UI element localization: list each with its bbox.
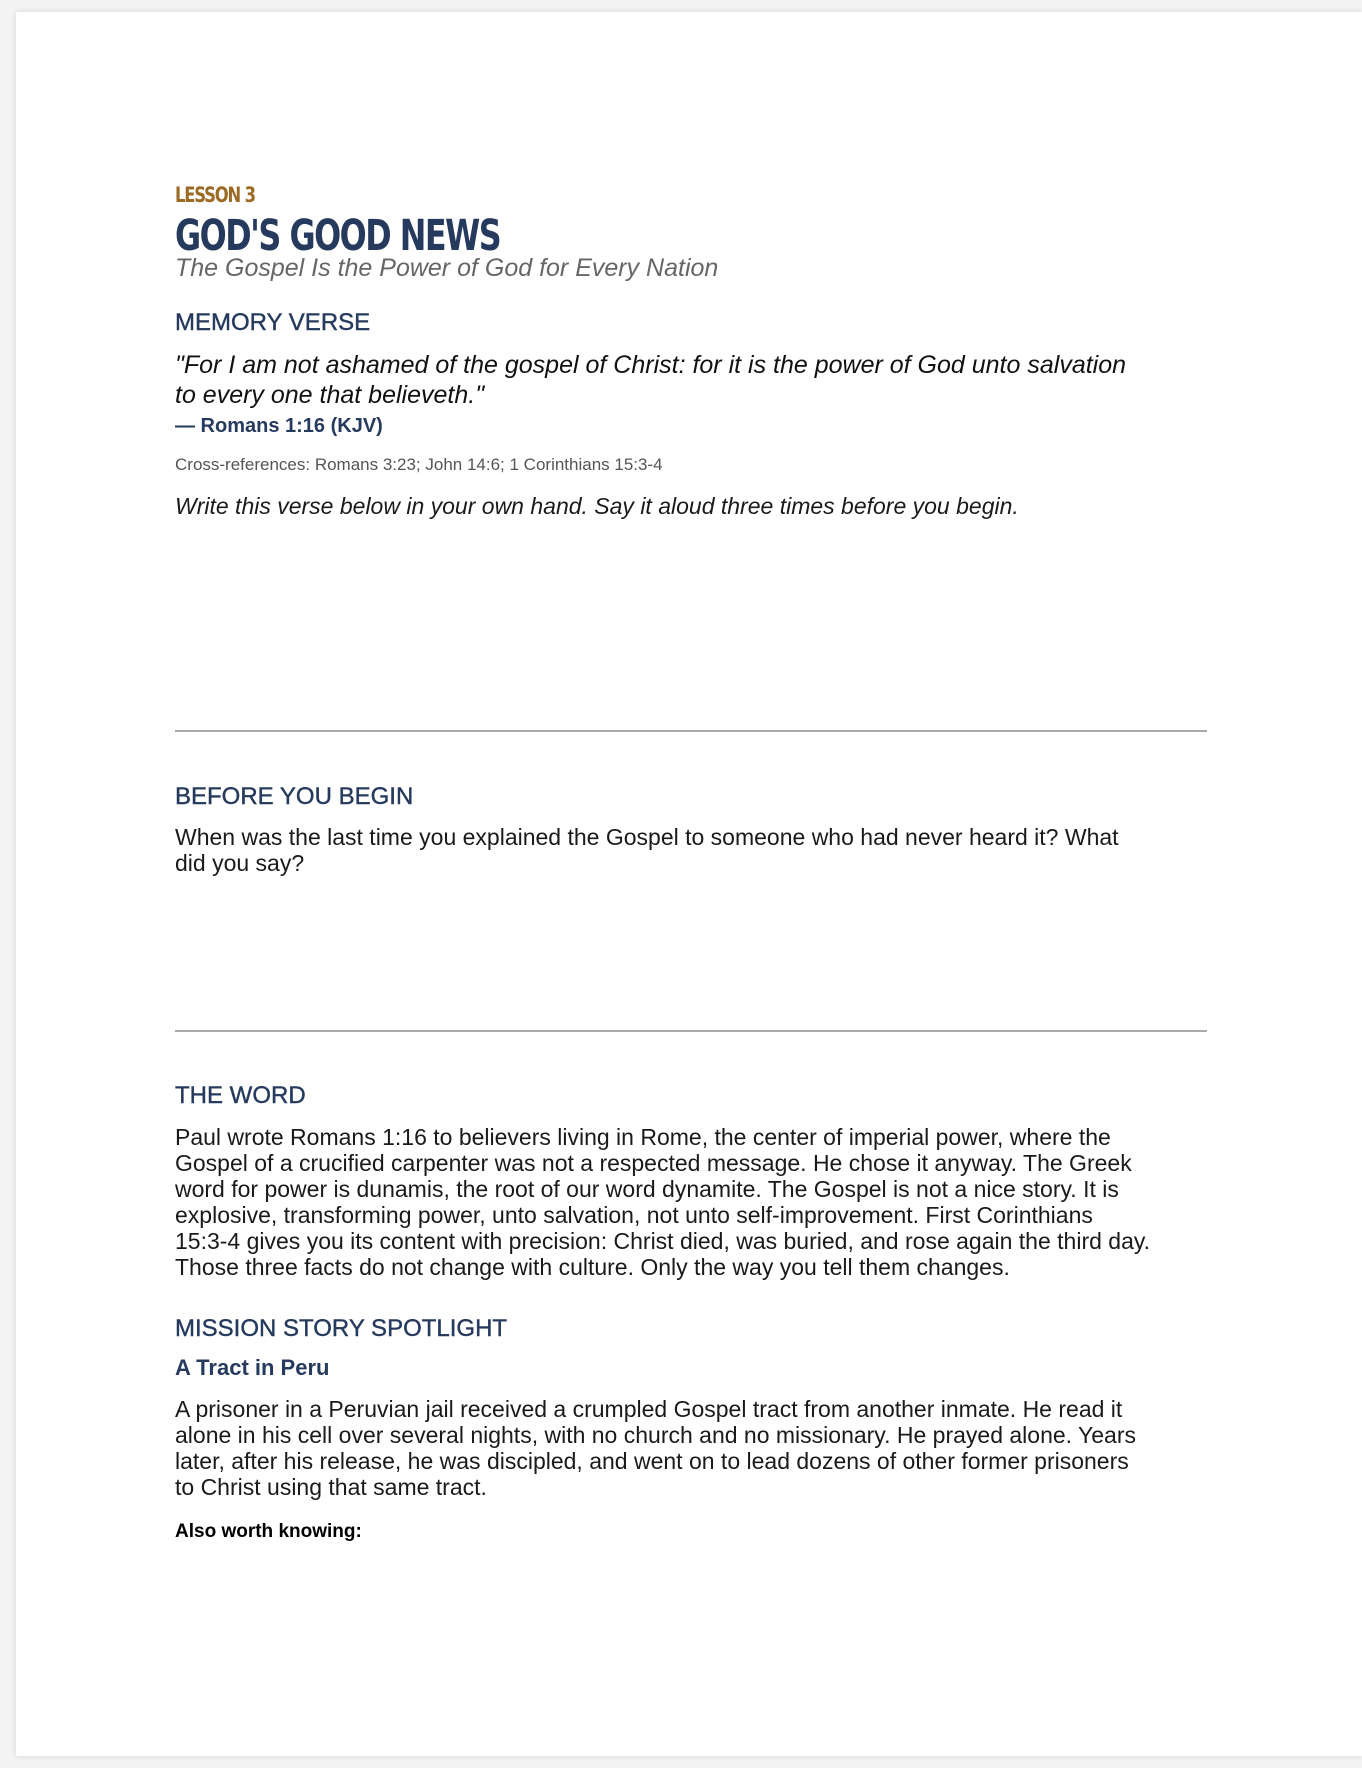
mission-story-line: later, after his release, he was discipled, and went on to lead dozens of other former prisoners bbox=[175, 1448, 1129, 1474]
the-word-line: explosive, transforming power, unto salvation, not unto self-improvement. First Corinthians bbox=[175, 1202, 1093, 1228]
cross-references: Cross-references: Romans 3:23; John 14:6; 1 Corinthians 15:3-4 bbox=[175, 455, 663, 474]
page-title: GOD'S GOOD NEWS bbox=[175, 211, 501, 261]
memory-verse-line-2: to every one that believeth." bbox=[175, 381, 485, 409]
mission-story-body bbox=[175, 1396, 1225, 1500]
section-divider-2 bbox=[175, 1030, 1207, 1032]
the-word-line: Those three facts do not change with culture. Only the way you tell them changes. bbox=[175, 1254, 1010, 1280]
page-title-wrap bbox=[175, 202, 614, 260]
memory-verse-heading: MEMORY VERSE bbox=[175, 309, 371, 336]
mission-story-title: A Tract in Peru bbox=[175, 1355, 330, 1380]
mission-story-heading: MISSION STORY SPOTLIGHT bbox=[175, 1315, 508, 1342]
memory-verse-block bbox=[175, 350, 1225, 520]
mission-story-line: to Christ using that same tract. bbox=[175, 1474, 487, 1500]
the-word-line: 15:3-4 gives you its content with precision: Christ died, was buried, and rose again the third day. bbox=[175, 1228, 1151, 1254]
before-you-begin-heading: BEFORE YOU BEGIN bbox=[175, 783, 414, 810]
the-word-line: Gospel of a crucified carpenter was not a respected message. He chose it anyway. The Greek bbox=[175, 1150, 1132, 1176]
the-word-line: word for power is dunamis, the root of our word dynamite. The Gospel is not a nice story. It is bbox=[175, 1176, 1119, 1202]
the-word-line: Paul wrote Romans 1:16 to believers living in Rome, the center of imperial power, where the bbox=[175, 1124, 1111, 1150]
the-word-heading: THE WORD bbox=[175, 1082, 306, 1109]
prompt-line-1: When was the last time you explained the Gospel to someone who had never heard it? What bbox=[175, 824, 1119, 850]
section-divider-1 bbox=[175, 730, 1207, 732]
lesson-label: LESSON 3 bbox=[175, 183, 255, 207]
the-word-body bbox=[175, 1124, 1235, 1280]
lesson-page bbox=[16, 12, 1362, 1756]
mission-story-line: A prisoner in a Peruvian jail received a crumpled Gospel tract from another inmate. He read it bbox=[175, 1396, 1123, 1422]
also-worth-knowing-label: Also worth knowing: bbox=[175, 1521, 362, 1542]
page-subtitle: The Gospel Is the Power of God for Every Nation bbox=[175, 254, 719, 282]
memory-verse-instruction: Write this verse below in your own hand. Say it aloud three times before you begin. bbox=[175, 493, 1019, 519]
memory-verse-reference: — Romans 1:16 (KJV) bbox=[175, 415, 383, 437]
before-you-begin-prompt bbox=[175, 824, 1225, 876]
mission-story-line: alone in his cell over several nights, with no church and no missionary. He prayed alone. Years bbox=[175, 1422, 1137, 1448]
memory-verse-line-1: "For I am not ashamed of the gospel of Christ: for it is the power of God unto salvation bbox=[175, 351, 1127, 379]
prompt-line-2: did you say? bbox=[175, 850, 305, 876]
